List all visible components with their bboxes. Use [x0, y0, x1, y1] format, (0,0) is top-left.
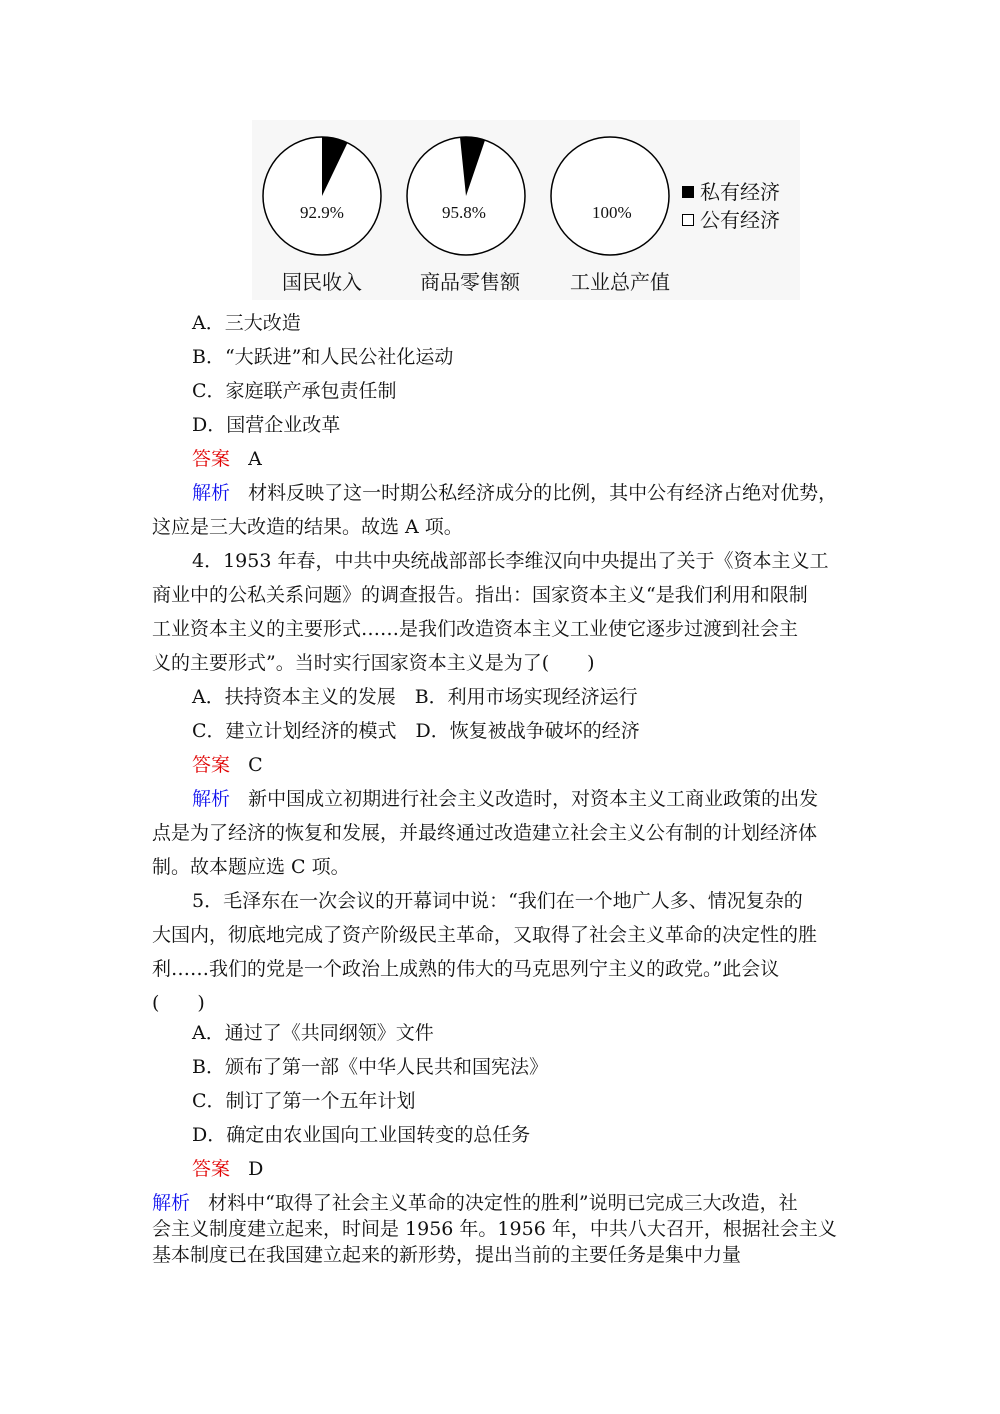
pie-industrial-output: [548, 134, 672, 258]
q4-stem: 商业中的公私关系问题》的调查报告。指出：国家资本主义“是我们利用和限制: [152, 584, 808, 606]
answer-label: 答案: [192, 754, 231, 776]
q5-option-b: B．颁布了第一部《中华人民共和国宪法》: [192, 1056, 548, 1078]
q4-explanation-line: 点是为了经济的恢复和发展，并最终通过改造建立社会主义公有制的计划经济体: [152, 822, 818, 844]
q3-explanation: [192, 481, 837, 505]
explanation-label: 解析: [192, 788, 231, 810]
answer-value: C: [248, 754, 263, 776]
answer-value: A: [248, 448, 262, 470]
white-square-icon: [682, 214, 694, 226]
q3-option-a: A．三大改造: [192, 312, 301, 334]
q5-stem: 大国内，彻底地完成了资产阶级民主革命，又取得了社会主义革命的决定性的胜: [152, 924, 818, 946]
explanation-text: 材料中“取得了社会主义革命的决定性的胜利”说明已完成三大改造，社: [208, 1192, 798, 1214]
q3-answer: [192, 447, 262, 471]
q4-stem: 义的主要形式”。当时实行国家资本主义是为了( ): [152, 652, 595, 674]
explanation-text: 材料反映了这一时期公私经济成分的比例，其中公有经济占绝对优势，: [248, 482, 838, 504]
answer-value: D: [248, 1158, 264, 1180]
explanation-label: 解析: [152, 1192, 191, 1214]
q5-explanation-line: 基本制度已在我国建立起来的新形势，提出当前的主要任务是集中力量: [152, 1244, 742, 1266]
q5-option-c: C．制订了第一个五年计划: [192, 1090, 416, 1112]
pie-chart-figure: [252, 120, 800, 300]
q4-options-ab: A．扶持资本主义的发展 B．利用市场实现经济运行: [192, 686, 638, 708]
pie-title: 商品零售额: [420, 270, 520, 294]
q5-explanation: [152, 1191, 798, 1215]
q4-explanation-line: 制。故本题应选 C 项。: [152, 856, 350, 878]
legend-private: 私有经济: [700, 180, 780, 204]
q5-option-a: A．通过了《共同纲领》文件: [192, 1022, 434, 1044]
pie-value: 92.9%: [300, 203, 344, 222]
q5-answer: [192, 1157, 263, 1181]
q4-explanation: [192, 787, 818, 811]
q4-stem: 4．1953 年春，中共中央统战部部长李维汉向中央提出了关于《资本主义工: [192, 550, 829, 572]
q3-option-c: C．家庭联产承包责任制: [192, 380, 397, 402]
q4-answer: [192, 753, 263, 777]
pie-retail-sales: [404, 134, 528, 258]
legend-public: 公有经济: [700, 208, 780, 232]
q3-explanation-line: 这应是三大改造的结果。故选 A 项。: [152, 516, 463, 538]
q5-stem: 5．毛泽东在一次会议的开幕词中说：“我们在一个地广人多、情况复杂的: [192, 890, 803, 912]
pie-value: 95.8%: [442, 203, 486, 222]
q5-stem: 利……我们的党是一个政治上成熟的伟大的马克思列宁主义的政党。”此会议: [152, 958, 780, 980]
pie-national-income: [260, 134, 384, 258]
q3-option-d: D．国营企业改革: [192, 414, 341, 436]
pie-title: 工业总产值: [570, 270, 670, 294]
q3-option-b: B．“大跃进”和人民公社化运动: [192, 346, 454, 368]
answer-label: 答案: [192, 448, 231, 470]
q5-stem: ( ): [152, 992, 205, 1014]
explanation-label: 解析: [192, 482, 231, 504]
q4-options-cd: C．建立计划经济的模式 D．恢复被战争破坏的经济: [192, 720, 640, 742]
black-square-icon: [682, 186, 694, 198]
answer-label: 答案: [192, 1158, 231, 1180]
explanation-text: 新中国成立初期进行社会主义改造时，对资本主义工商业政策的出发: [248, 788, 819, 810]
chart-legend: [682, 178, 780, 234]
q5-option-d: D．确定由农业国向工业国转变的总任务: [192, 1124, 531, 1146]
pie-title: 国民收入: [282, 270, 362, 294]
q5-explanation-line: 会主义制度建立起来，时间是 1956 年。1956 年，中共八大召开，根据社会主义: [152, 1218, 837, 1240]
pie-value: 100%: [592, 203, 632, 222]
q4-stem: 工业资本主义的主要形式……是我们改造资本主义工业使它逐步过渡到社会主: [152, 618, 799, 640]
